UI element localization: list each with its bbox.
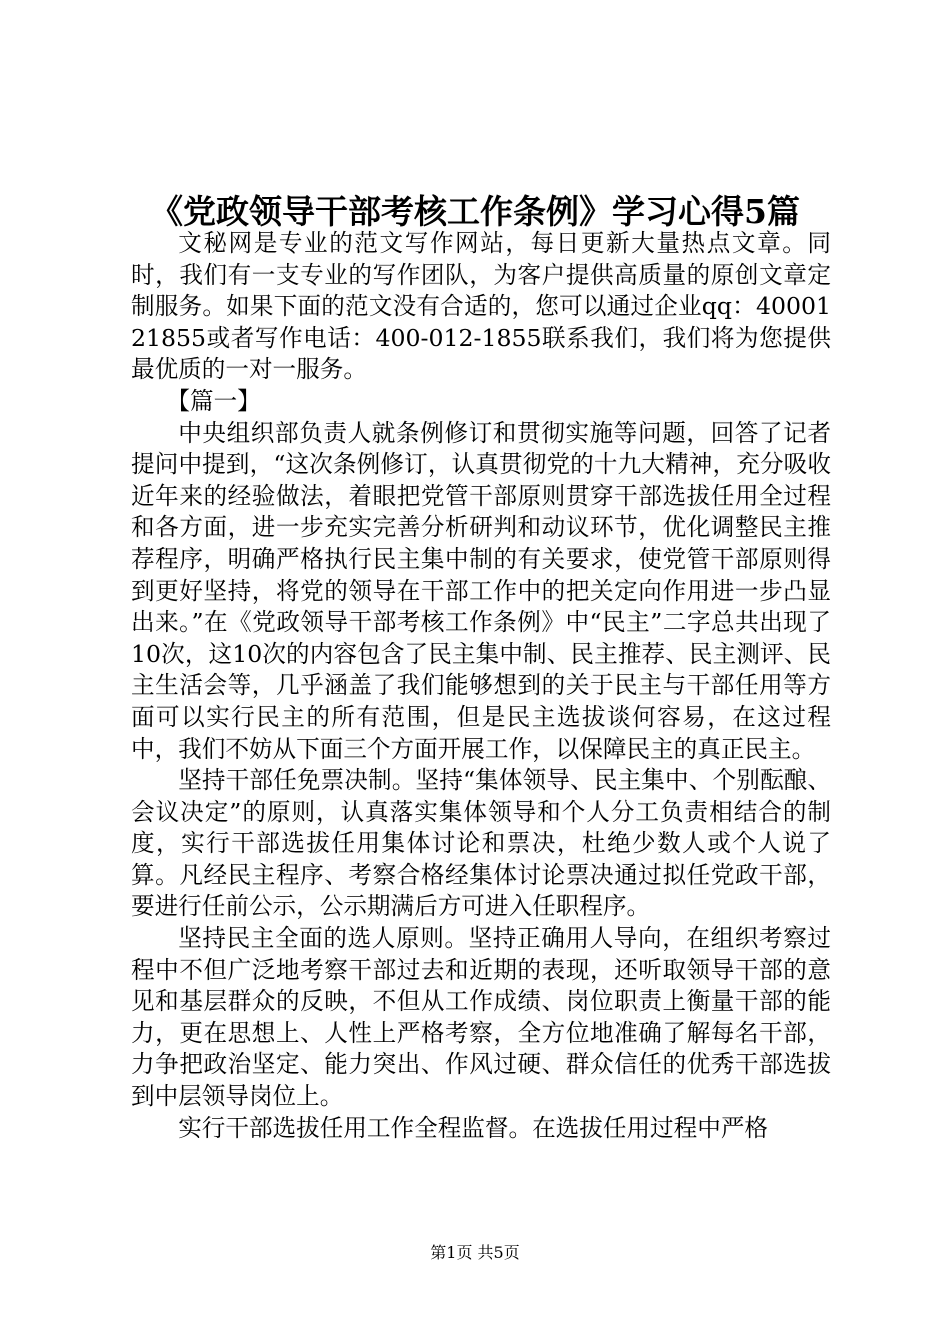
page-footer: 第1页 共5页 bbox=[430, 1243, 520, 1262]
section-heading: 【篇一】 bbox=[166, 386, 261, 415]
document-body bbox=[131, 228, 831, 1144]
body-paragraph-2: 坚持干部任免票决制。坚持“集体领导、民主集中、个别酝酿、会议决定”的原则，认真落实集体领导和个人分工负责相结合的制度，实行干部选拔任用集体讨论和票决，杜绝少数人或个人说了算。凡经民主程序、考察合格经集体讨论票决通过拟任党政干部，要进行任前公示，公示期满后方可进入任职程序。 bbox=[131, 766, 831, 921]
body-paragraph-3: 坚持民主全面的选人原则。坚持正确用人导向，在组织考察过程中不但广泛地考察干部过去和近期的表现，还听取领导干部的意见和基层群众的反映，不但从工作成绩、岗位职责上衡量干部的能力，更在思想上、人性上严格考察，全方位地准确了解每名干部，力争把政治坚定、能力突出、作风过硬、群众信任的优秀干部选拔到中层领导岗位上。 bbox=[131, 924, 831, 1111]
intro-paragraph: 文秘网是专业的范文写作网站，每日更新大量热点文章。同时，我们有一支专业的写作团队，为客户提供高质量的原创文章定制服务。如果下面的范文没有合适的，您可以通过企业qq：4000121855或者写作电话：400-012-1855联系我们，我们将为您提供最优质的一对一服务。 bbox=[131, 229, 831, 384]
document-title: 《党政领导干部考核工作条例》学习心得5篇 bbox=[150, 192, 800, 231]
body-paragraph-4: 实行干部选拔任用工作全程监督。在选拔任用过程中严格 bbox=[178, 1113, 769, 1142]
body-paragraph-1: 中央组织部负责人就条例修订和贯彻实施等问题，回答了记者提问中提到，“这次条例修订，认真贯彻党的十九大精神，充分吸收近年来的经验做法，着眼把党管干部原则贯穿干部选拔任用全过程和各方面，进一步充实完善分析研判和动议环节，优化调整民主推荐程序，明确严格执行民主集中制的有关要求，使党管干部原则得到更好坚持，将党的领导在干部工作中的把关定向作用进一步凸显出来。”在《党政领导干部考核工作条例》中“民主”二字总共出现了10次，这10次的内容包含了民主集中制、民主推荐、民主测评、民主生活会等，几乎涵盖了我们能够想到的关于民主与干部任用等方面可以实行民主的所有范围，但是民主选拔谈何容易，在这过程中，我们不妨从下面三个方面开展工作，以保障民主的真正民主。 bbox=[131, 418, 831, 763]
